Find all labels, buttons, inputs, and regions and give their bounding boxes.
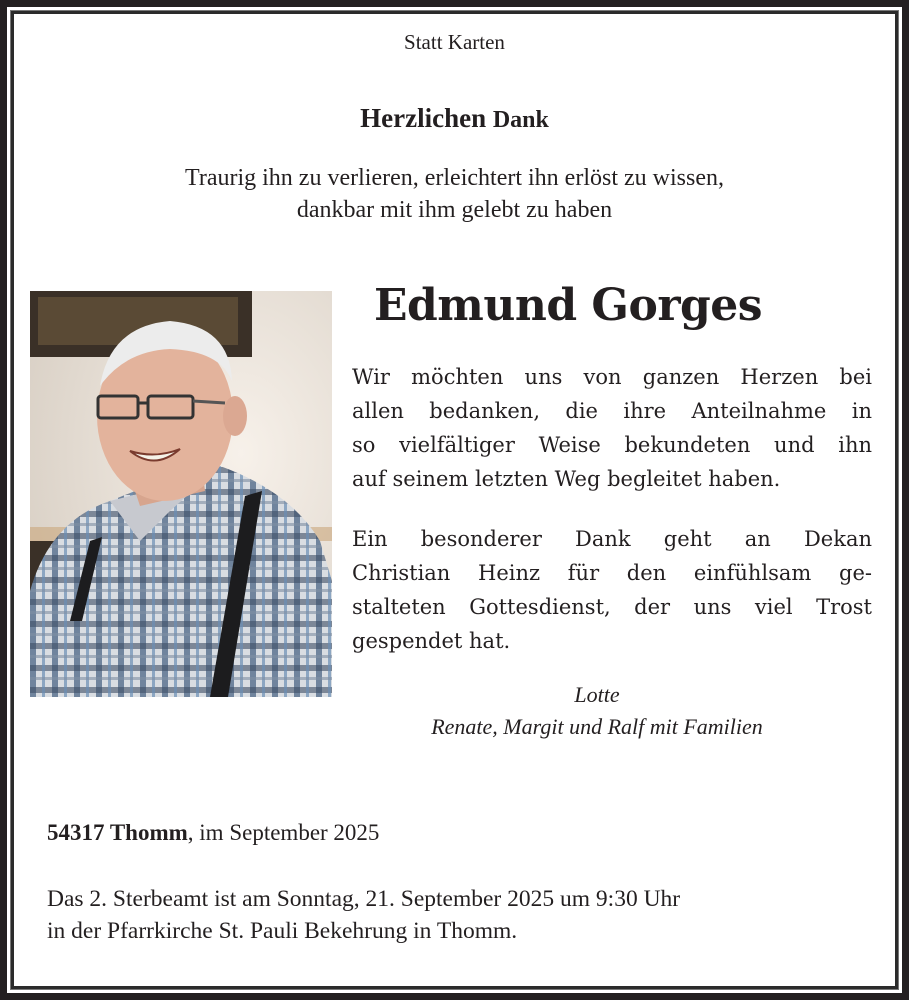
- subtitle-line-1: Traurig ihn zu verlieren, erleichtert ihn erlöst zu wissen,: [185, 165, 724, 191]
- signature-line-2: Renate, Margit und Ralf mit Familien: [431, 714, 763, 739]
- service-line-2: in der Pfarrkirche St. Pauli Bekehrung in Thomm.: [47, 918, 518, 944]
- heading: [0, 103, 909, 134]
- service-line-1: Das 2. Sterbeamt ist am Sonntag, 21. September 2025 um 9:30 Uhr: [47, 886, 681, 912]
- special-thanks-line: gespendet hat.: [352, 629, 511, 653]
- subtitle-line-2: dankbar mit ihm gelebt zu haben: [296, 197, 613, 223]
- special-thanks-line: stalteten Gottesdienst, der uns viel Trost: [352, 595, 872, 619]
- special-thanks-line: Christian Heinz für den einfühlsam ge-: [352, 561, 872, 585]
- portrait-photo-icon: [30, 291, 332, 697]
- thanks-line: so vielfältiger Weise bekundeten und ihn: [352, 433, 872, 457]
- thanks-paragraph: [352, 360, 872, 496]
- portrait-photo: [30, 291, 332, 697]
- heading-main: Herzlichen: [360, 103, 487, 133]
- place-date: [47, 820, 379, 846]
- date-text: , im September 2025: [187, 820, 380, 845]
- thanks-line: auf seinem letzten Weg begleitet haben.: [352, 467, 781, 491]
- special-thanks-line: Ein besonderer Dank geht an Dekan: [352, 527, 872, 551]
- place-name: 54317 Thomm: [47, 820, 188, 845]
- deceased-name: Edmund Gorges: [374, 280, 763, 331]
- thanks-line: allen bedanken, die ihre Anteilnahme in: [352, 399, 872, 423]
- thanks-line: Wir möchten uns von ganzen Herzen bei: [352, 365, 872, 389]
- signature-line-1: Lotte: [574, 682, 620, 707]
- heading-second: Dank: [492, 107, 549, 133]
- statt-karten-label: Statt Karten: [404, 30, 505, 54]
- special-thanks-paragraph: [352, 522, 872, 658]
